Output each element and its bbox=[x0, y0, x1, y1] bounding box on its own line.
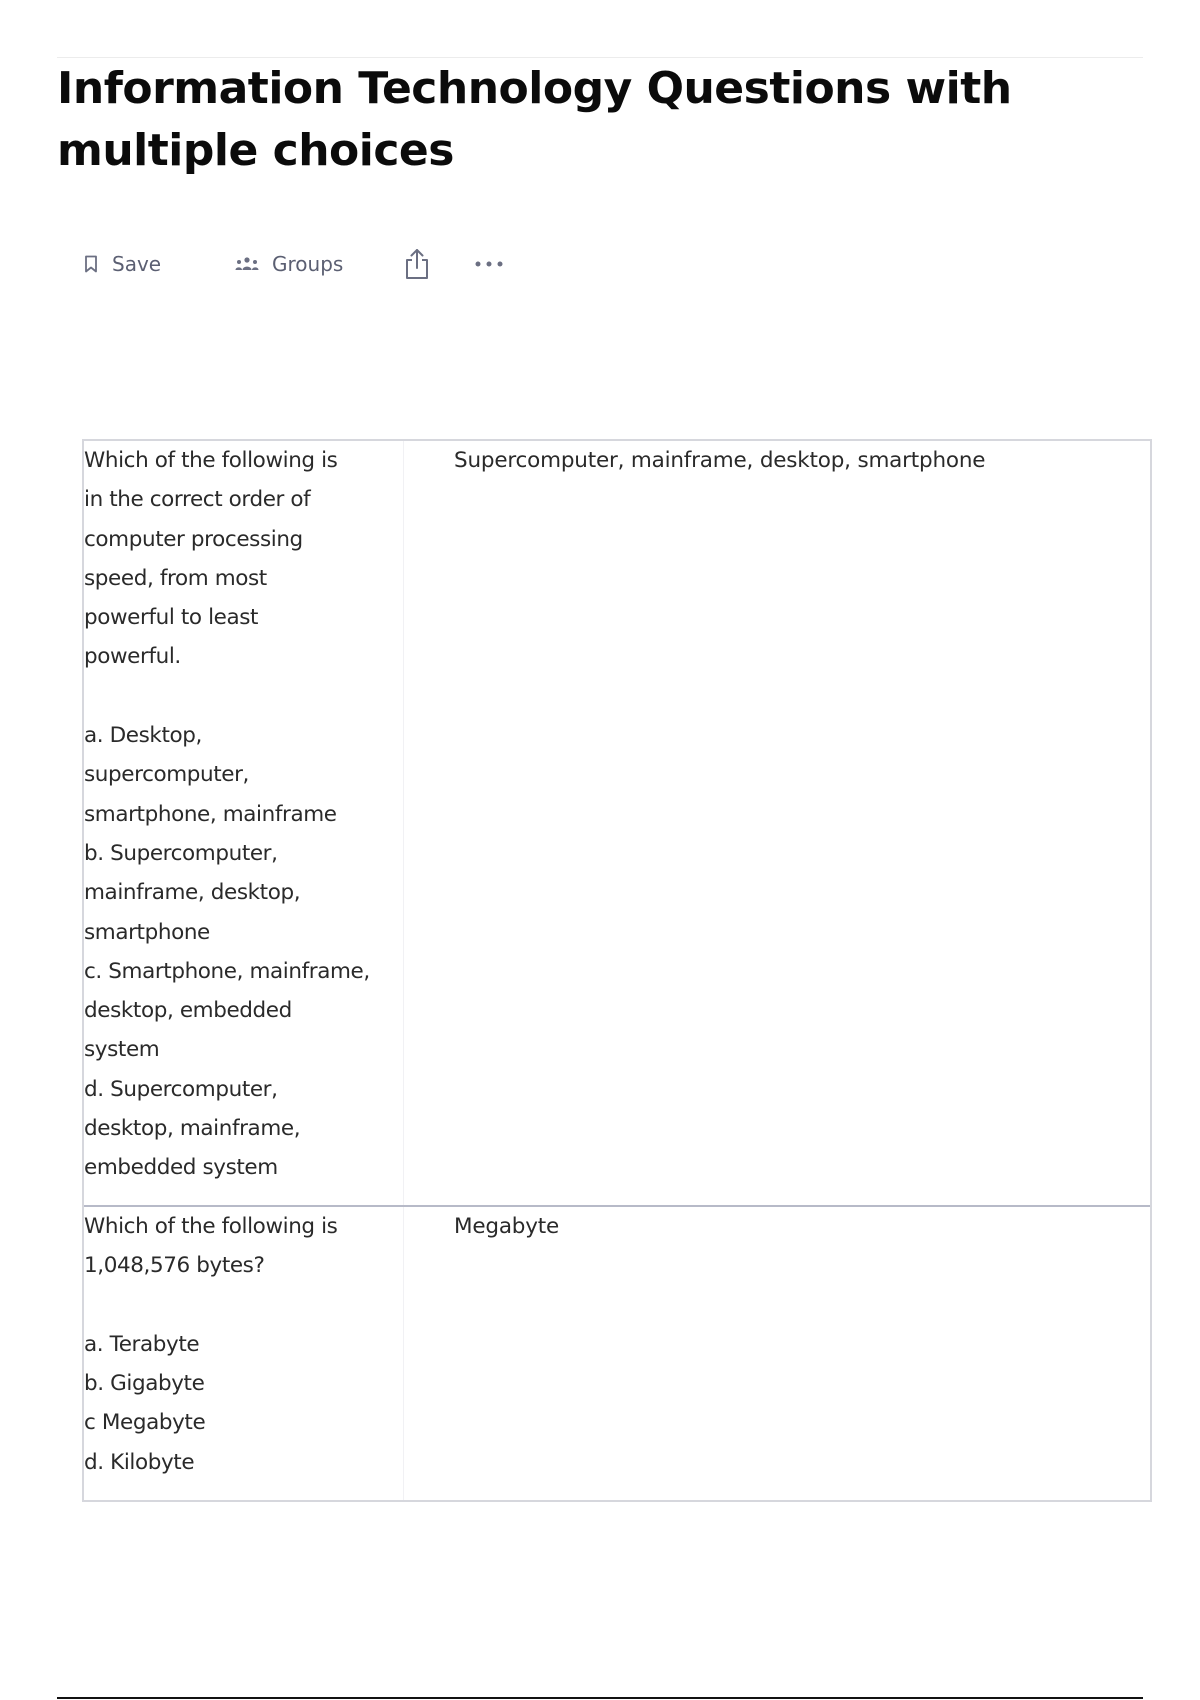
save-button[interactable] bbox=[84, 252, 234, 276]
question-cell: Which of the following is in the correct order of computer processing speed, from most powerful to least powerful. a. Desktop, supercomputer, smartphone, mainframe b. Supercomputer, mainframe, desktop, smartphone c. Smartphone, mainframe, desktop, embedded system d. Supercomputer, desktop, mainframe, embedded system bbox=[84, 441, 404, 1205]
share-button[interactable] bbox=[404, 248, 474, 280]
flashcard-table bbox=[82, 439, 1152, 1502]
question-cell: Which of the following is 1,048,576 bytes? a. Terabyte b. Gigabyte c Megabyte d. Kilobyte bbox=[84, 1207, 404, 1500]
groups-button[interactable] bbox=[234, 252, 404, 276]
share-icon bbox=[404, 248, 430, 280]
more-options-button[interactable] bbox=[474, 260, 514, 268]
save-label: Save bbox=[112, 252, 162, 276]
groups-label: Groups bbox=[272, 252, 344, 276]
users-icon bbox=[234, 256, 260, 272]
answer-cell: Megabyte bbox=[454, 1214, 560, 1239]
page-title: Information Technology Questions with multiple choices bbox=[57, 63, 1012, 176]
answer-cell: Supercomputer, mainframe, desktop, smartphone bbox=[454, 448, 986, 473]
bottom-divider bbox=[57, 1697, 1143, 1699]
bookmark-icon bbox=[84, 255, 98, 273]
toolbar bbox=[84, 244, 514, 284]
table-row bbox=[84, 441, 1150, 1207]
table-row bbox=[84, 1207, 1150, 1500]
more-icon bbox=[474, 260, 504, 268]
